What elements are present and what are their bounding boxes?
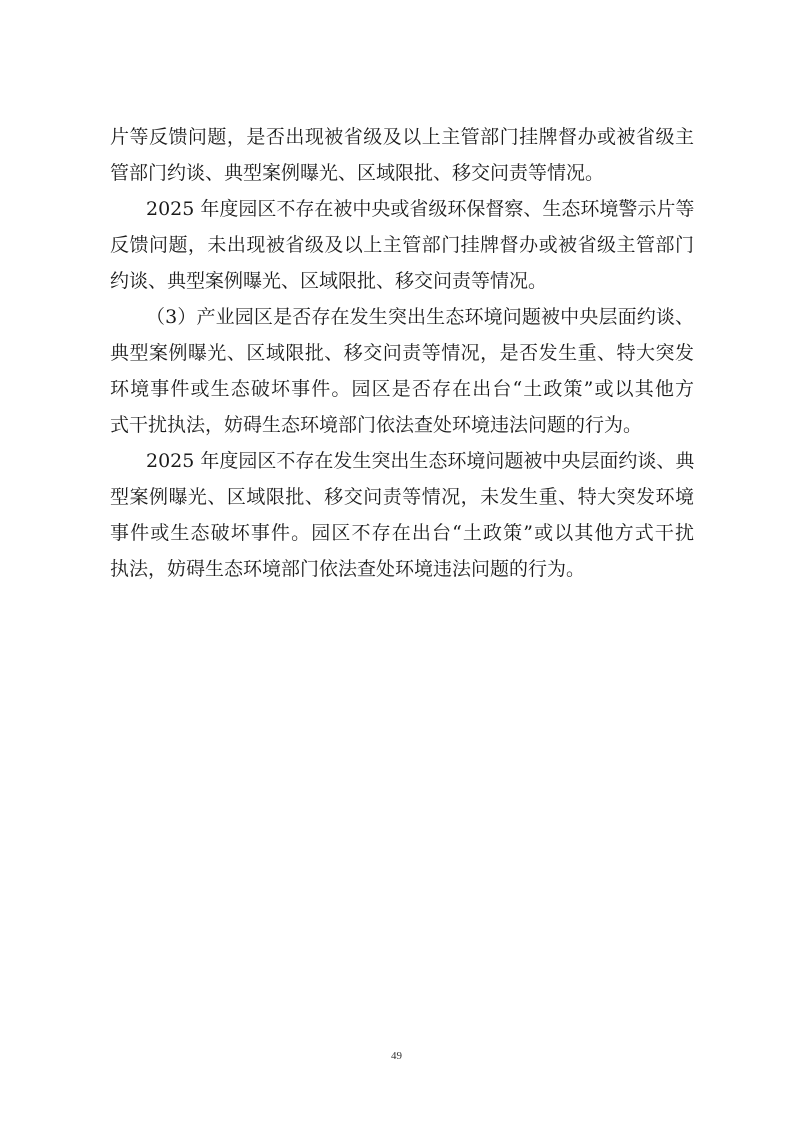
paragraph-line: 事件或生态破坏事件。园区不存在出台“土政策”或以其他方式干扰 [110,522,694,544]
paragraph-line: 管部门约谈、典型案例曝光、区域限批、移交问责等情况。 [110,162,605,184]
paragraph-2 [110,191,694,299]
paragraph-3 [110,299,694,443]
paragraph-line: 片等反馈问题，是否出现被省级及以上主管部门挂牌督办或被省级主 [110,126,694,148]
paragraph-line: 反馈问题，未出现被省级及以上主管部门挂牌督办或被省级主管部门 [110,234,694,256]
paragraph-line: （3）产业园区是否存在发生突出生态环境问题被中央层面约谈、 [146,306,694,328]
paragraph-line: 环境事件或生态破坏事件。园区是否存在出台“土政策”或以其他方 [110,378,694,400]
page-number: 49 [391,1050,402,1062]
paragraph-line: 式干扰执法，妨碍生态环境部门依法查处环境违法问题的行为。 [110,414,643,436]
paragraph-line: 约谈、典型案例曝光、区域限批、移交问责等情况。 [110,270,548,292]
paragraph-line: 2025 年度园区不存在发生突出生态环境问题被中央层面约谈、典 [146,450,694,472]
document-body [110,119,694,587]
paragraph-line: 2025 年度园区不存在被中央或省级环保督察、生态环境警示片等 [146,198,694,220]
paragraph-line: 执法，妨碍生态环境部门依法查处环境违法问题的行为。 [110,558,586,580]
paragraph-4 [110,443,694,587]
paragraph-1 [110,119,694,191]
paragraph-line: 典型案例曝光、区域限批、移交问责等情况，是否发生重、特大突发 [110,342,694,364]
paragraph-line: 型案例曝光、区域限批、移交问责等情况，未发生重、特大突发环境 [110,486,694,508]
